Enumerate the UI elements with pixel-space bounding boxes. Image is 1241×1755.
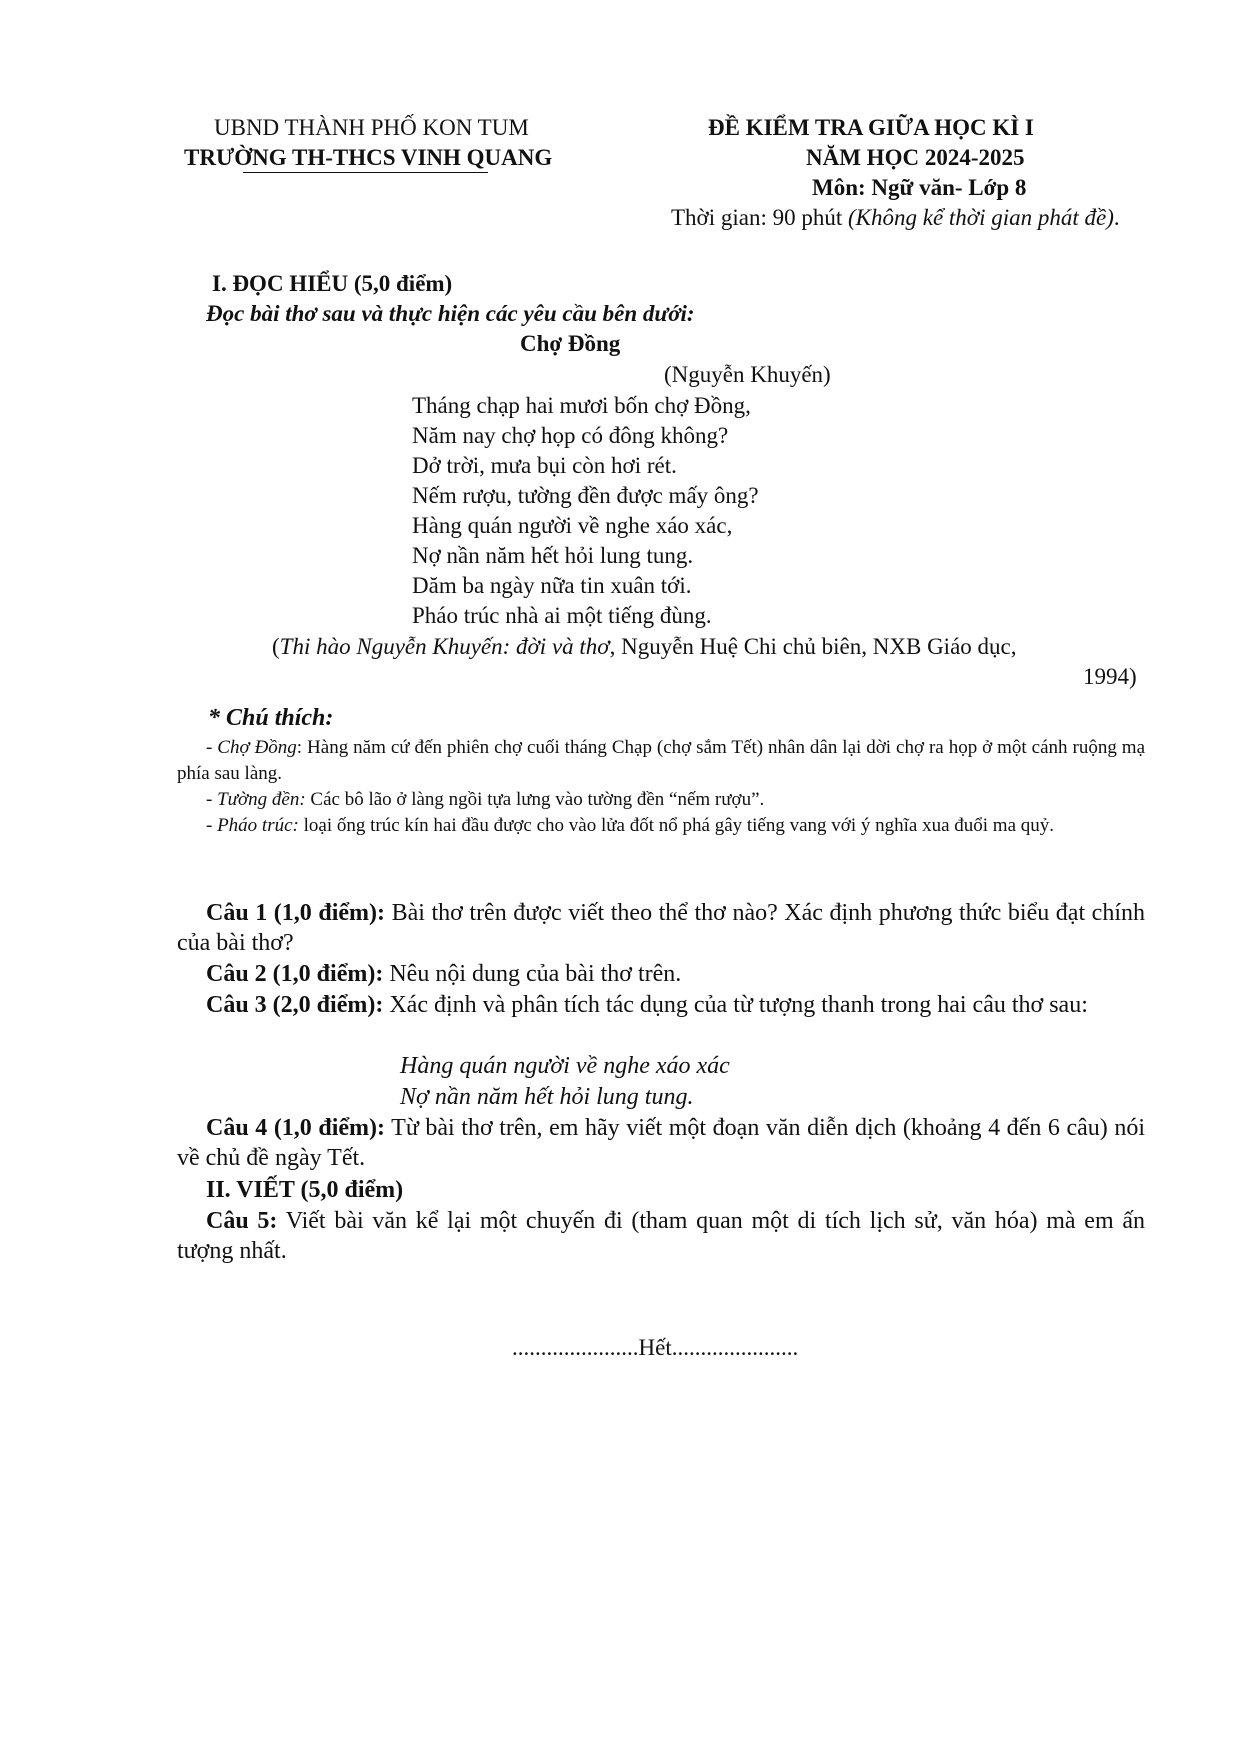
question-2 [206,959,681,989]
school-year: NĂM HỌC 2024-2025 [806,145,1025,170]
subject-line: Môn: Ngữ văn- Lớp 8 [812,175,1027,200]
note-text: : Hàng năm cứ đến phiên chợ cuối tháng Chạp (chợ sắm Tết) nhân dân lại dời chợ ra họp ở một cánh ruộng mạ phía sau làng. [177,737,1145,784]
time-end: . [1113,205,1120,230]
time-line [671,203,1120,233]
poem-line: Dở trời, mưa bụi còn hơi rét. [412,453,677,478]
header-underline [243,172,488,173]
section-2-heading: II. VIẾT (5,0 điểm) [206,1177,404,1203]
poem-line: Tháng chạp hai mươi bốn chợ Đồng, [412,393,751,418]
time-note: (Không kể thời gian phát đề) [847,205,1114,230]
question-label: Câu 1 (1,0 điểm): [206,900,386,926]
question-4 [177,1113,1145,1173]
question-3-quote: Hàng quán người về nghe xáo xác [400,1053,730,1079]
question-3 [177,990,1145,1020]
question-text: Viết bài văn kể lại một chuyến đi (tham quan một di tích lịch sử, văn hóa) mà em ấn tượng nhất. [177,1208,1145,1264]
poem-line: Pháo trúc nhà ai một tiếng đùng. [412,603,712,628]
note-term: Pháo trúc: [217,815,299,836]
question-label: Câu 3 (2,0 điểm): [206,992,384,1018]
school-name: TRƯỜNG TH-THCS VINH QUANG [184,145,553,170]
question-3-quote: Nợ nần năm hết hỏi lung tung. [400,1084,694,1110]
source-title: Thi hào Nguyễn Khuyến: đời và thơ [279,634,610,659]
question-label: Câu 2 (1,0 điểm): [206,961,384,987]
question-label: Câu 4 (1,0 điểm): [206,1115,386,1141]
poem-line: Năm nay chợ họp có đông không? [412,423,729,448]
district-name: UBND THÀNH PHỐ KON TUM [214,115,529,140]
exam-title: ĐỀ KIỂM TRA GIỮA HỌC KÌ I [708,115,1034,140]
question-text: Nêu nội dung của bài thơ trên. [383,961,682,987]
question-text: Từ bài thơ trên, em hãy viết một đoạn văn diễn dịch (khoảng 4 đến 6 câu) nói về chủ đề ngày Tết. [177,1115,1145,1171]
question-5 [177,1206,1145,1266]
end-mark: ......................Hết...................... [512,1335,799,1360]
note-item: - Chợ Đồng: Hàng năm cứ đến phiên chợ cuối tháng Chạp (chợ sắm Tết) nhân dân lại dời chợ ra họp ở một cánh ruộng mạ phía sau làng. [177,737,1145,784]
poem-line: Dăm ba ngày nữa tin xuân tới. [412,573,692,598]
question-text: Xác định và phân tích tác dụng của từ tượng thanh trong hai câu thơ sau: [383,992,1088,1018]
section-1-heading: I. ĐỌC HIỂU (5,0 điểm) [212,271,453,296]
note-text: loại ống trúc kín hai đầu được cho vào lửa đốt nổ phá gây tiếng vang với ý nghĩa xua đuổi ma quỷ. [298,815,1055,836]
poem-line: Hàng quán người về nghe xáo xác, [412,513,733,538]
note-term: Chợ Đồng [217,737,297,758]
note-item: - Pháo trúc: loại ống trúc kín hai đầu được cho vào lửa đốt nổ phá gây tiếng vang với ý nghĩa xua đuổi ma quỷ. [206,815,1055,836]
note-text: Các bô lão ở làng ngồi tựa lưng vào tường đền “nếm rượu”. [305,789,765,810]
time-label: Thời gian: 90 phút [671,205,848,230]
poem-author: (Nguyễn Khuyến) [664,362,831,387]
note-item: - Tường đền: Các bô lão ở làng ngồi tựa lưng vào tường đền “nếm rượu”. [206,789,765,810]
poem-line: Nếm rượu, tường đền được mấy ông? [412,483,759,508]
poem-source-year: 1994) [1083,664,1137,689]
note-term: Tường đền: [217,789,306,810]
poem-line: Nợ nần năm hết hỏi lung tung. [412,543,694,568]
section-1-instruction: Đọc bài thơ sau và thực hiện các yêu cầu bên dưới: [206,301,695,326]
question-text: Bài thơ trên được viết theo thể thơ nào? Xác định phương thức biểu đạt chính của bài thơ? [177,900,1145,956]
notes-heading: * Chú thích: [208,705,334,731]
question-label: Câu 5: [206,1208,278,1234]
poem-source [272,632,1016,662]
poem-title: Chợ Đồng [520,331,621,356]
source-publisher: , Nguyễn Huệ Chi chủ biên, NXB Giáo dục, [609,634,1017,659]
question-1 [177,898,1145,958]
source-open-paren: ( [272,634,280,659]
